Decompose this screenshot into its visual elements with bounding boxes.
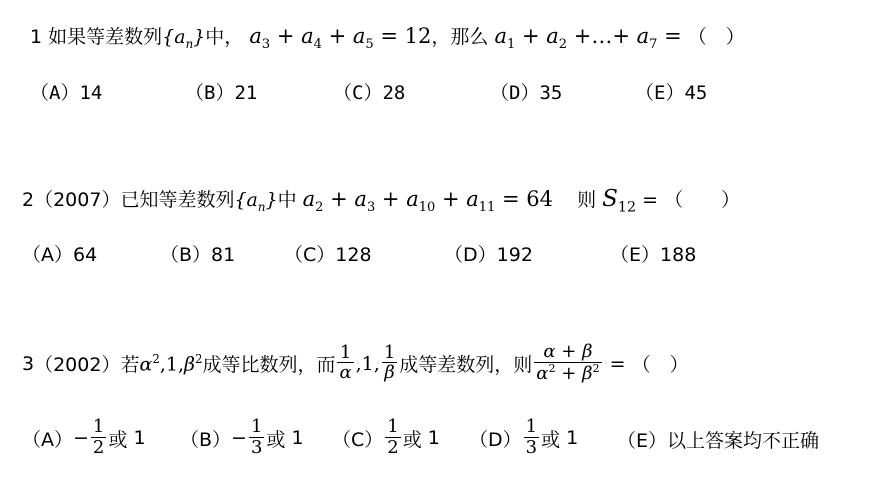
condition-formula: $a_3 + a_4 + a_5 = 12$ — [249, 24, 432, 53]
option-d[interactable] — [490, 78, 562, 105]
condition-formula: $a_2 + a_3 + a_{10} + a_{11} = 64$ — [302, 187, 554, 216]
equals: = — [636, 189, 659, 211]
target-formula: $S_{12}$ — [602, 186, 637, 216]
option-d[interactable] — [469, 418, 578, 459]
option-value: 81 — [211, 244, 236, 266]
option-value: 21 — [234, 82, 258, 104]
option-value: 188 — [660, 244, 697, 266]
option-label: （D） — [490, 82, 540, 104]
option-e[interactable] — [635, 78, 707, 105]
answer-paren: （ ） — [687, 26, 745, 48]
option-value: 45 — [684, 82, 708, 104]
option-c[interactable] — [284, 240, 372, 267]
option-c[interactable] — [333, 78, 405, 105]
option-value: 192 — [496, 244, 533, 266]
equals: = — [603, 352, 632, 375]
sequence-formula: $\alpha^2,1,\beta^2$ — [139, 352, 203, 376]
fraction: $\frac{1}{2}$ — [387, 416, 399, 458]
option-one: 1 — [566, 427, 579, 450]
or-word: 或 — [108, 428, 128, 451]
option-one: 1 — [291, 427, 304, 450]
option-value: 35 — [539, 82, 563, 104]
option-label: （E） — [610, 244, 661, 266]
option-value: 以上答案均不正确 — [667, 430, 820, 452]
option-value: 28 — [382, 82, 406, 104]
option-label: （D） — [444, 244, 497, 266]
question-number: 1 — [30, 26, 43, 48]
question-text: 如果等差数列 — [48, 26, 163, 48]
question-text: 成等差数列，则 — [399, 354, 533, 377]
question-number: 2 — [22, 189, 35, 211]
option-a[interactable] — [22, 240, 97, 267]
option-a[interactable] — [22, 418, 146, 459]
option-one: 1 — [427, 427, 440, 450]
fraction: $\frac{1}{3}$ — [525, 416, 538, 458]
target-formula: $a_1 + a_2$ +…+ $a_7$ = — [494, 24, 682, 53]
option-value: 14 — [79, 82, 103, 104]
question-text: 则 — [577, 189, 597, 211]
option-label: （C） — [333, 82, 383, 104]
question-text: 中， — [205, 26, 244, 48]
option-d[interactable] — [444, 240, 533, 267]
question-2 — [22, 185, 740, 216]
option-label: （C） — [284, 244, 336, 266]
option-label: （A） — [22, 244, 73, 266]
option-c[interactable] — [332, 418, 440, 459]
option-label: （A） — [22, 428, 73, 451]
option-e[interactable] — [610, 240, 696, 267]
option-label: （A） — [30, 82, 80, 104]
option-value: 128 — [335, 244, 372, 266]
question-text: ，那么 — [431, 26, 489, 48]
question-year: （2002） — [34, 354, 121, 377]
option-label: （E） — [617, 430, 668, 452]
answer-paren: （ ） — [664, 189, 741, 211]
fraction: $\frac{1}{\alpha}$ — [339, 341, 352, 384]
question-text: 中 — [277, 189, 297, 211]
fraction: $\frac{1}{3}$ — [250, 416, 263, 458]
question-year: （2007） — [34, 189, 121, 211]
option-label: （E） — [635, 82, 685, 104]
sequence-notation: $\{a_n\}$ — [234, 189, 278, 214]
option-b[interactable] — [180, 418, 304, 459]
option-label: （D） — [469, 428, 522, 451]
or-word: 或 — [266, 428, 286, 451]
sequence-notation: $\{a_n\}$ — [162, 26, 206, 51]
fraction: $\frac{1}{2}$ — [92, 416, 105, 458]
question-text: 若 — [120, 354, 140, 377]
option-label: （B） — [160, 244, 212, 266]
or-word: 或 — [541, 428, 561, 451]
question-1 — [30, 22, 745, 52]
option-b[interactable] — [185, 78, 257, 105]
minus-sign: − — [231, 427, 247, 450]
option-a[interactable] — [30, 78, 102, 105]
fraction: $\frac{1}{\beta}$ — [383, 341, 396, 384]
minus-sign: − — [73, 427, 89, 450]
question-number: 3 — [22, 352, 35, 375]
or-word: 或 — [402, 428, 422, 451]
separator: ,1, — [355, 352, 380, 375]
option-e[interactable] — [617, 426, 819, 453]
answer-paren: （ ） — [631, 354, 689, 377]
option-label: （C） — [332, 428, 384, 451]
option-label: （B） — [185, 82, 235, 104]
option-list — [22, 418, 872, 468]
option-value: 64 — [73, 244, 98, 266]
question-text: 已知等差数列 — [120, 189, 235, 211]
option-one: 1 — [133, 427, 146, 450]
question-3 — [22, 343, 689, 385]
target-fraction: $\frac{\alpha + \beta}{\alpha^2 + \beta^2}$ — [536, 341, 600, 384]
option-b[interactable] — [160, 240, 235, 267]
question-text: 成等比数列，而 — [202, 354, 336, 377]
option-label: （B） — [180, 428, 232, 451]
